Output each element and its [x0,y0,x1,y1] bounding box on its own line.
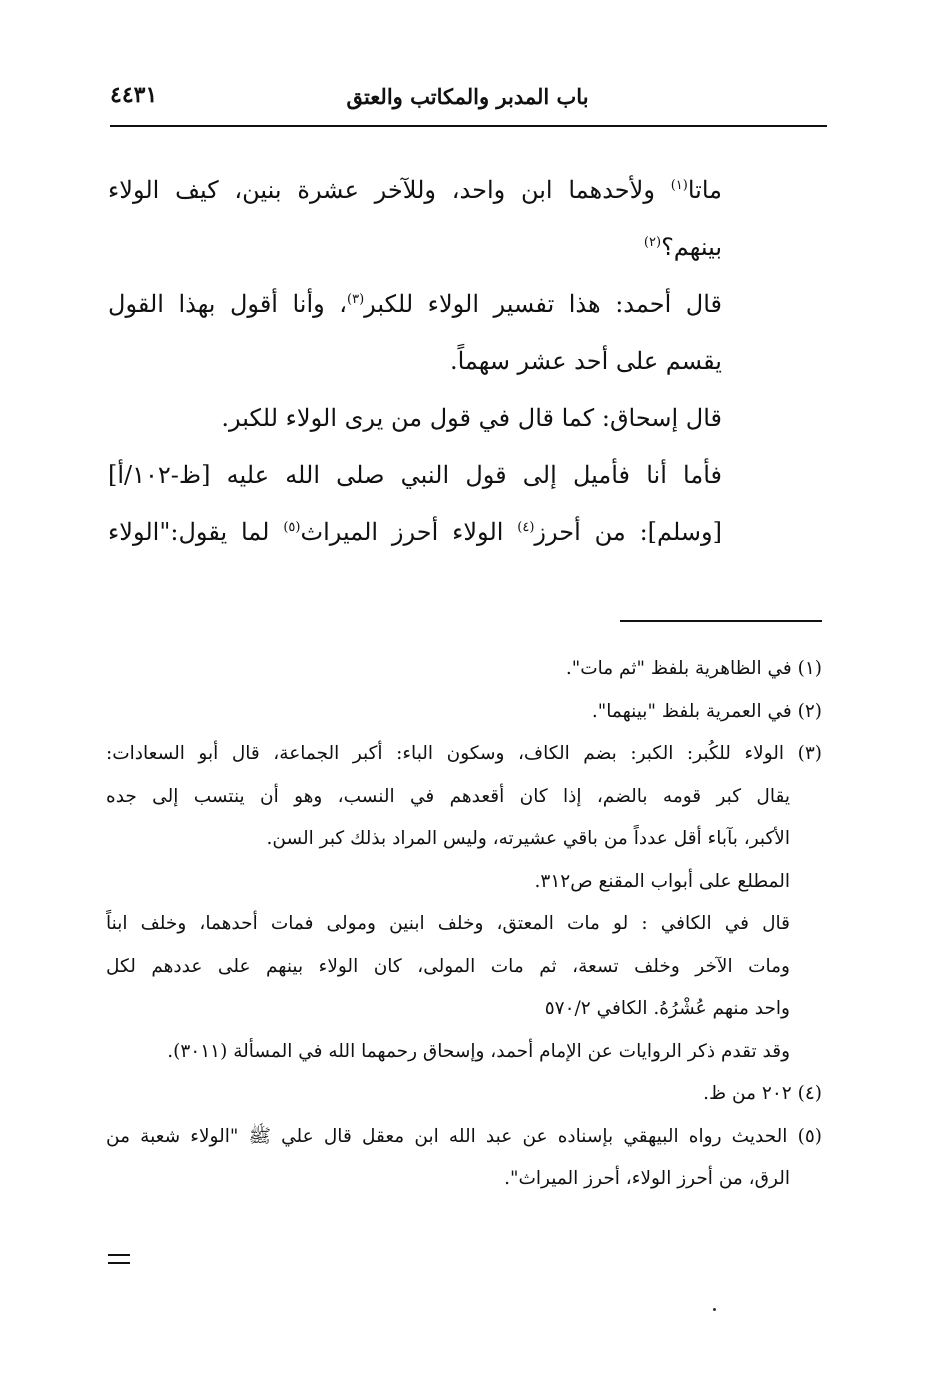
text-line-6: فأما أنا فأميل إلى قول النبي صلى الله عليه [ظ-١٠٢/أ] [108,461,722,489]
page-header [110,78,825,124]
footnote-1: (١) في الظاهرية بلفظ "ثم مات". [565,658,822,679]
page-number: ٤٤٣١ [110,82,158,108]
footnote-ref-2[interactable]: (٢) [643,235,662,250]
footnote-3: (٣) الولاء للكُبر: الكبر: بضم الكاف، وسكون الباء: أكبر الجماعة، قال أبو السعادات: يقال كبر قومه بالضم، إذا كان أقعدهم في النسب، وهو أن ينتسب إلى جده الأكبر، بآباء أقل عدداً من باقي عشيرته، وليس المراد بذلك كبر السن. المطلع على أبواب المقنع ص٣١٢. قال في الكافي : لو مات المعتق، وخلف ابنين ومولى فمات أحدهما، وخلف ابناً ومات الآخر وخلف تسعة، ثم مات المولى، كان الولاء بينهم على عددهم لكل واحد منهم عُشْرُهُ. الكافي ٥٧٠/٢ وقد تقدم ذكر الروايات عن الإمام أحمد، وإسحاق رحمهما الله في المسألة (٣٠١١). [106,743,822,1062]
main-text [108,162,722,561]
continuation-mark [108,1254,130,1270]
footnote-5: (٥) الحديث رواه البيهقي بإسناده عن عبد الله ابن معقل قال علي ﷺ "الولاء شعبة من الرق، من أحرز الولاء، أحرز الميراث". [106,1125,822,1189]
text-line-3: قال أحمد: هذا تفسير الولاء للكبر$^{(٣)}$، وأنا أقول بهذا القول [108,290,723,318]
footnote-separator [620,620,822,622]
footnote-4: (٤) ٢٠٢ من ظ. [703,1083,822,1104]
footnote-ref-3[interactable]: (٣) [347,292,365,307]
header-rule [110,125,827,127]
text-line-2: بينهم؟$^{(٢)}$ [643,233,722,261]
text-line-7: [وسلم]: من أحرز$^{(٤)}$ الولاء أحرز الميراث$^{(٥)}$ لما يقول:"الولاء [108,518,722,546]
text-line-4: يقسم على أحد عشر سهماً. [449,347,722,375]
chapter-title: باب المدبر والمكاتب والعتق [346,84,589,109]
footnote-ref-1[interactable]: (١) [670,178,688,193]
text-line-1: ماتا$^{(١)}$ ولأحدهما ابن واحد، وللآخر عشرة بنين، كيف الولاء [108,176,722,204]
footnotes [106,648,822,1201]
footnote-ref-5[interactable]: (٥) [283,520,301,535]
footnote-2: (٢) في العمرية بلفظ "بينهما". [591,700,822,722]
footnote-ref-4[interactable]: (٤) [517,520,535,535]
text-line-5: قال إسحاق: كما قال في قول من يرى الولاء للكبر. [221,404,722,432]
scan-speck [713,1308,716,1311]
